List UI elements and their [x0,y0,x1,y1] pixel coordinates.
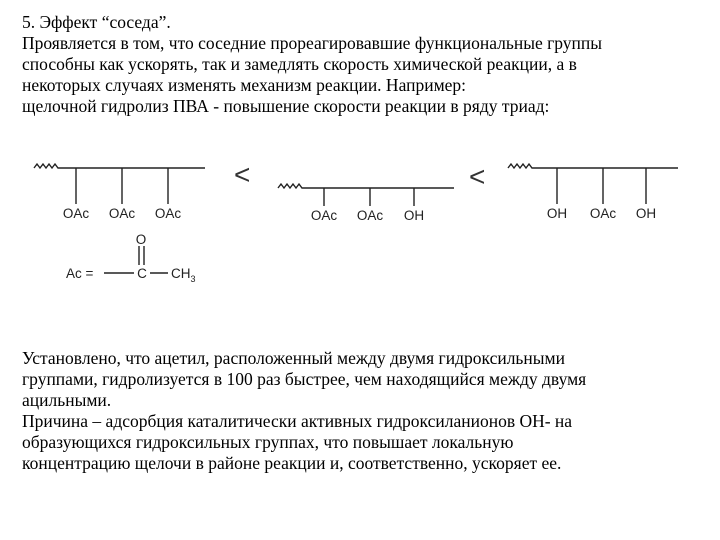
triad-scheme [0,150,720,300]
triad2-group-2: OAc [356,208,384,223]
conclusion-line: Причина – адсорбция каталитически активных гидроксиланионов ОН- на [22,411,573,431]
triad1-group-1: OAc [62,206,90,221]
intro-line: некоторых случаях изменять механизм реакции. Например: [22,75,467,95]
acetyl-oxygen: O [135,232,147,247]
triad3-group-1: OH [546,206,568,221]
acetyl-methyl-main: CH [171,266,191,281]
intro-line: способны как ускорять, так и замедлять скорость химической реакции, а в [22,54,577,74]
triad2-group-1: OAc [310,208,338,223]
conclusion-line: концентрацию щелочи в районе реакции и, соответственно, ускоряет ее. [22,453,562,473]
triad3-group-3: OH [635,206,657,221]
conclusion-line: Установлено, что ацетил, расположенный между двумя гидроксильными [22,348,565,368]
triad1-backbone [34,164,205,168]
triad1-group-2: OAc [108,206,136,221]
intro-line: Проявляется в том, что соседние прореагировавшие функциональные группы [22,33,603,53]
triad2-backbone [278,184,454,188]
acetyl-label: Ac = [66,266,94,281]
acetyl-methyl [171,266,196,284]
comparator-2: < [469,161,486,192]
triad3-group-2: OAc [589,206,617,221]
section-title: 5. Эффект “соседа”. [22,12,171,32]
conclusion-line: образующихся гидроксильных группах, что повышает локальную [22,432,514,452]
triad2-group-3: OH [403,208,425,223]
intro-text [22,12,602,117]
conclusion-line: ацильными. [22,390,112,410]
conclusion-text [22,348,586,474]
acetyl-carbon: C [137,266,147,281]
triad3-backbone [508,164,678,168]
comparator-1: < [234,159,251,190]
acetyl-methyl-subscript: 3 [190,274,196,284]
conclusion-line: группами, гидролизуется в 100 раз быстрее, чем находящийся между двумя [22,369,587,389]
triad1-group-3: OAc [154,206,182,221]
intro-line: щелочной гидролиз ПВА - повышение скорости реакции в ряду триад: [22,96,550,116]
